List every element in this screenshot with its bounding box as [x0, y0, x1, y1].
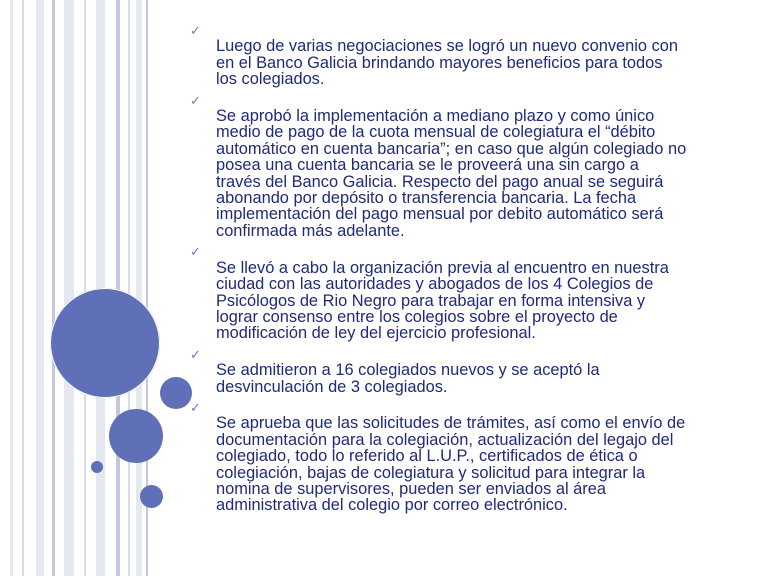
bullet-list	[190, 22, 742, 514]
stripe	[10, 0, 13, 576]
check-mark-icon: ✓	[190, 346, 201, 362]
bullet-item	[190, 92, 742, 240]
stripe	[64, 0, 74, 576]
bullet-text: Se llevó a cabo la organización previa al encuentro en nuestra ciudad con las autoridades y abogados de los 4 Colegios de Psicólogos de Rio Negro para trabajar en forma intensiva y lograr consenso entre los colegios sobre el proyecto de modificación de ley del ejercicio profesional.	[216, 258, 669, 343]
check-mark-icon: ✓	[190, 92, 201, 108]
decorative-circle	[140, 485, 163, 508]
check-mark-icon: ✓	[190, 23, 201, 38]
stripe	[36, 0, 44, 576]
stripe	[22, 0, 24, 576]
bullet-item	[190, 346, 742, 395]
check-mark-icon: ✓	[190, 244, 201, 260]
decorative-circle-large	[50, 288, 160, 398]
bullet-text: Se aprobó la implementación a mediano plazo y como único medio de pago de la cuota mensual de colegiatura el “débito automático en cuenta bancaria”; en caso que algún colegiado no posea una cuenta bancaria se le proveerá una sin cargo a través del Banco Galicia. Respecto del pago anual se seguirá abonando por depósito o transferencia bancaria. La fecha implementación del pago mensual por debito automático será confirmada más adelante.	[216, 107, 687, 240]
bullet-text: Luego de varias negociaciones se logró un nuevo convenio con en el Banco Galicia brindando mayores beneficios para todos los colegiados.	[216, 37, 678, 89]
stripe	[52, 0, 55, 576]
check-mark-icon: ✓	[190, 399, 201, 415]
decorative-circle	[160, 377, 192, 409]
bullet-item	[190, 243, 742, 341]
decorative-circle-small	[91, 461, 103, 473]
bullet-item	[190, 22, 742, 88]
bullet-item	[190, 399, 742, 514]
stripe	[128, 0, 130, 576]
stripe	[84, 0, 86, 576]
bullet-text: Se aprueba que las solicitudes de trámites, así como el envío de documentación para la colegiación, actualización del legajo del colegiado, todo lo referido al L.U.P., certificados de ética o colegiación, bajas de colegiatura y solicitud para integrar la nomina de supervisores, pueden ser enviados al área administrativa del colegio por correo electrónico.	[216, 414, 686, 515]
decorative-stripes	[0, 0, 150, 576]
bullet-text: Se admitieron a 16 colegiados nuevos y se aceptó la desvinculación de 3 colegiados.	[216, 361, 600, 396]
slide-content	[190, 22, 742, 518]
stripe	[116, 0, 120, 576]
decorative-circle	[109, 409, 163, 463]
